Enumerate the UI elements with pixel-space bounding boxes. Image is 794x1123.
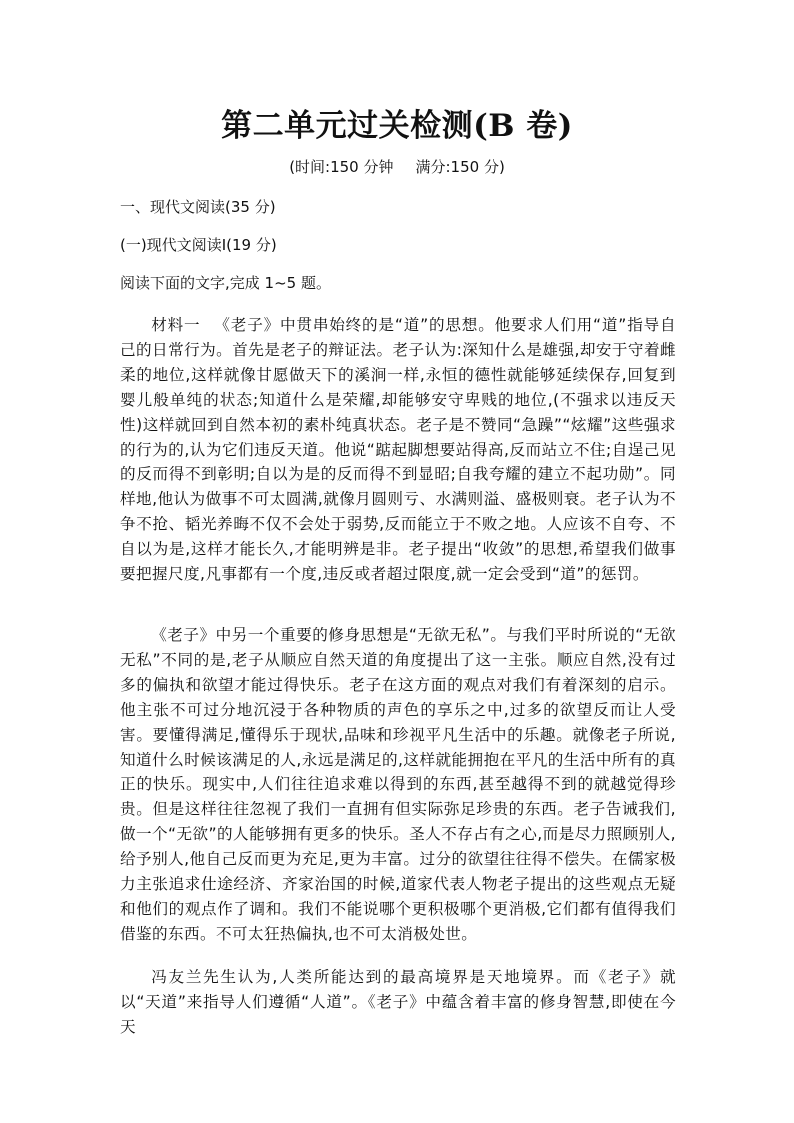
section-heading: 一、现代文阅读(35 分) [120,198,276,216]
document-title: 第二单元过关检测(B 卷) [221,108,573,144]
reading-instruction: 阅读下面的文字,完成 1~5 题。 [120,274,331,292]
material-paragraph-2: 《老子》中另一个重要的修身思想是“无欲无私”。与我们平时所说的“无欲无私”不同的是,老子从顺应自然天道的角度提出了这一主张。顺应自然,没有过多的偏执和欲望才能过得快乐。老子在这方面的观点对我们有着深刻的启示。他主张不可过分地沉浸于各种物质的声色的享乐之中,过多的欲望反而让人受害。要懂得满足,懂得乐于现状,品味和珍视平凡生活中的乐趣。就像老子所说,知道什么时候该满足的人,永远是满足的,这样就能拥抱在平凡的生活中所有的真正的快乐。现实中,人们往往追求难以得到的东西,甚至越得不到的就越觉得珍贵。但是这样往往忽视了我们一直拥有但实际弥足珍贵的东西。老子告诫我们,做一个“无欲”的人能够拥有更多的快乐。圣人不存占有之心,而是尽力照顾别人,给予别人,他自己反而更为充足,更为丰富。过分的欲望往往得不偿失。在儒家极力主张追求仕途经济、齐家治国的时候,道家代表人物老子提出的这些观点无疑和他们的观点作了调和。我们不能说哪个更积极哪个更消极,它们都有值得我们借鉴的东西。不可太狂热偏执,也不可太消极处世。 [120,626,676,943]
time-limit: (时间:150 分钟 [289,158,394,176]
material-paragraph-3: 冯友兰先生认为,人类所能达到的最高境界是天地境界。而《老子》就以“天道”来指导人们遵循“人道”。《老子》中蕴含着丰富的修身智慧,即使在今天 [120,968,676,1036]
full-score: 满分:150 分) [415,158,505,176]
material-paragraph-1 [120,313,676,598]
paragraph-text: 《老子》中贯串始终的是“道”的思想。他要求人们用“道”指导自己的日常行为。首先是老子的辩证法。老子认为:深知什么是雄强,却安于守着雌柔的地位,这样就像甘愿做天下的溪涧一样,永恒的德性就能够延续保存,回复到婴儿般单纯的状态;知道什么是荣耀,却能够安守卑贱的地位,(不强求以违反天性)这样就回到自然本初的素朴纯真状态。老子是不赞同“急躁”“炫耀”这些强求的行为的,认为它们违反天道。他说“踮起脚想要站得高,反而站立不住;自逞己见的反而得不到彰明;自以为是的反而得不到显昭;自我夸耀的建立不起功勋”。同样地,他认为做事不可太圆满,就像月圆则亏、水满则溢、盛极则衰。老子认为不争不抢、韬光养晦不仅不会处于弱势,反而能立于不败之地。人应该不自夸、不自以为是,这样才能长久,才能明辨是非。老子提出“收敛”的思想,希望我们做事要把握尺度,凡事都有一个度,违反或者超过限度,就一定会受到“道”的惩罚。 [120,316,676,584]
exam-meta [0,156,794,177]
subsection-heading: (一)现代文阅读Ⅰ(19 分) [120,236,277,254]
material-label: 材料一 [151,316,201,334]
